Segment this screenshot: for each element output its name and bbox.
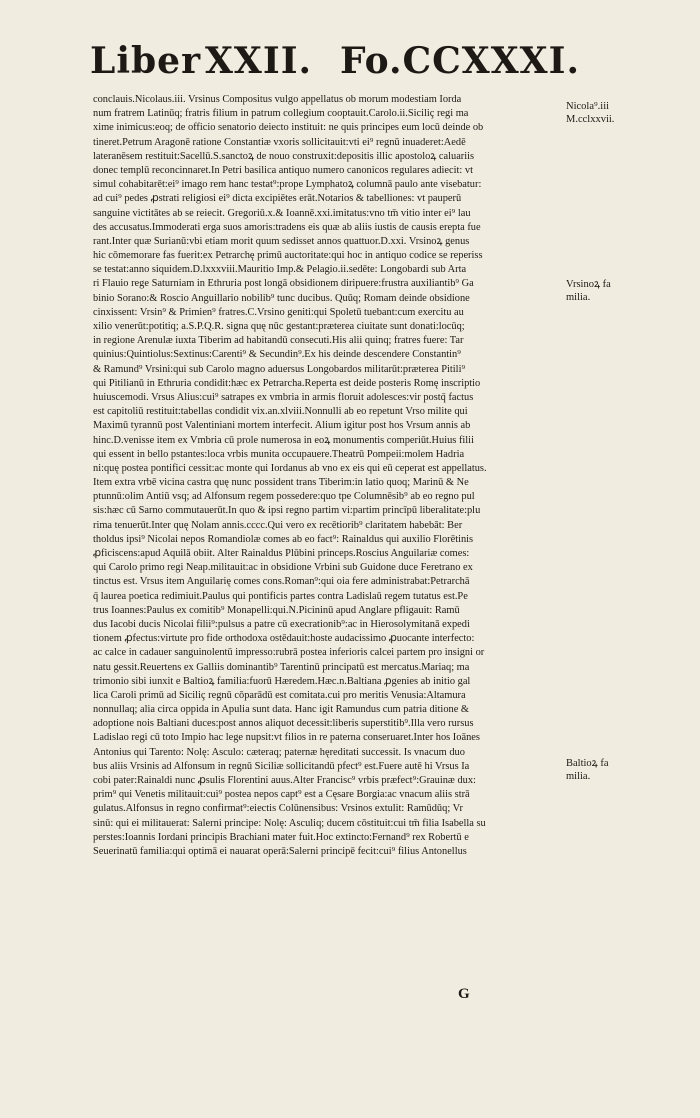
margin-note-baltii	[566, 757, 686, 783]
text-line: Ladislao regi cū toto Impio hac lege nupsit:vt filios in re paterna conseruaret.Inter hos Ioānes	[93, 732, 480, 744]
text-line: sanguine victitātes ab se reiecit. Gregoriū.x.& Ioannē.xxi.imitatus:vno tm̄ vitio inter ei⁹ lau	[93, 207, 471, 219]
text-line: in regione Arenulæ iuxta Tiberim ad habitandū consecuti.His alii quinq; fratres fuere: Tar	[93, 335, 464, 347]
margin-note-line: M.cclxxvii.	[566, 114, 615, 125]
text-line: se testat:anno siquidem.D.lxxxviii.Mauritio Imp.& Pelagio.ii.sedēte: Longobardi sub Arta	[93, 264, 467, 276]
text-line: Seuerinatū familia:qui optimā ei nauarat operā:Salerni principē fecit:cui⁹ filius Antonellus	[93, 845, 467, 857]
text-line: rima tenuerūt.Inter quę Nolam annis.cccc.Qui vero ex recētiorib⁹ claritatem habebāt: Ber	[93, 519, 463, 531]
text-line: tineret.Petrum Aragonē ratione Constantiæ vxoris sollicitauit:vti ei⁹ regnū inuaderet:Aedē	[93, 136, 466, 148]
text-line: qui essent in bello pstantes:loca vrbis munita occupauere.Theatrū Pompeii:molem Hadria	[93, 448, 465, 460]
text-line: cobi pater:Rainaldi nunc ꝓsulis Florentini auus.Alter Francisc⁹ vrbis præfect⁹:Grauinæ dux:	[93, 775, 476, 786]
text-line: num fratrem Latinūq; fratris filium in patrum collegium cooptauit.Carolo.ii.Siciliç regi ma	[93, 108, 469, 120]
text-line: binio Sorano:& Roscio Anguillario nobilib⁹ tunc ducibus. Quūq; Romam deinde obsidione	[93, 292, 470, 304]
signature-mark: G	[458, 986, 470, 1002]
text-line: cinxissent: Vrsin⁹ & Primien⁹ fratres.C.Vrsino geniti:qui Spoletū tuebant:cum exercitu au	[93, 306, 464, 318]
header-liber: Liber	[90, 40, 202, 82]
margin-note-line: milia.	[566, 292, 591, 303]
text-line: Antonius qui Tarento: Nolę: Asculo: cæteraq; paternæ hęreditati successit. Is vnacum duo	[93, 746, 465, 758]
text-line: hinc.D.venisse item ex Vmbria cū prole numerosa in eoꝝ monumentis comperiūt.Huius filii	[93, 434, 474, 446]
margin-note-vrsini	[566, 278, 686, 304]
text-line: prim⁹ qui Venetis militauit:cui⁹ postea nepos capt⁹ est a Cęsare Borgia:ac vnacum aliis strā	[93, 789, 470, 801]
header-folio-number: Fo.CCXXXI.	[340, 40, 580, 82]
text-line: tinctus est. Vrsus item Anguilarię comes cons.Roman⁹:qui oia fere administrabat:Petrarchā	[93, 576, 470, 588]
text-line: des accusatus.Immoderati erga suos amoris:tradens eis quæ ab aliis iustis de causis erepta fue	[93, 221, 481, 233]
header-book-number: XXII.	[205, 40, 313, 82]
text-line: donec templū reconcinnaret.In Petri basilica antiquo numero canonicos regulares adiecit: vt	[93, 164, 473, 176]
text-line: tionem ꝓfectus:virtute pro fide orthodoxa ostēdauit:hoste audacissimo ꝓuocante interfecto:	[93, 633, 475, 645]
text-line: natu gessit.Reuertens ex Galliis dominantib⁹ Tarentinū principatū est mercatus.Mariaq; ma	[93, 661, 470, 673]
running-header	[90, 40, 580, 90]
text-line: ꝓficiscens:apud Aquilā obiit. Alter Rainaldus Plūbini princeps.Roscius Anguilariæ comes:	[93, 548, 470, 559]
text-line: adoptione nois Baltiani duces:post annos aliquot decessit:liberis superstitib⁹.Illa vero rursus	[93, 718, 474, 730]
text-line: rant.Inter quæ Surianū:vbi etiam morit quum sedisset annos quattuor.D.xxi. Vrsinoꝝ genus	[93, 235, 470, 247]
margin-note-line: Vrsinoꝝ fa	[566, 279, 611, 290]
text-line: & Ramund⁹ Vrsini:qui sub Carolo magno aduersus Longobardos militarūt:præterea Pitili⁹	[93, 363, 466, 375]
margin-note-line: Nicola⁹.iii	[566, 101, 610, 112]
text-line: conclauis.Nicolaus.iii. Vrsinus Compositus vulgo appellatus ob morum modestiam Iorda	[93, 94, 462, 105]
text-line: ri Flauio rege Saturniam in Ethruria post longā obsidionem diripuere:frustra auxiliantib⁹ Ga	[93, 278, 474, 290]
text-line: gulatus.Alfonsus in regno confirmat⁹:eiectis Colūnensibus: Vrsinos extulit: Ramūdūq; Vr	[93, 803, 463, 815]
text-line: trus Ioannes:Paulus ex comitib⁹ Monapelli:qui.N.Picininū apud Anglare pfligauit: Ramū	[93, 604, 460, 616]
text-line: lica Caroli primū ad Siciliç regnū cōparādū est comitata.cui pro meritis Venusia:Altamura	[93, 689, 466, 701]
text-line: bus aliis Vrsinis ad Alfonsum in regnū Siciliæ sollicitandū pfect⁹ est.Fuere autē hi Vrsus Ia	[93, 760, 470, 772]
text-line: ac calce in cadauer sanguinolentū impresso:rubrā postea inferioris calcei partem pro insigni or	[93, 647, 485, 659]
text-line: sinū: qui ei militauerat: Salerni principe: Nolę: Asculiq; ducem cōstituit:cui tm̄ filia Isabella su	[93, 817, 486, 829]
text-line: nonnullaq; alia circa oppida in Apulia sunt data. Hanc igit Ramundus cum patria ditione &	[93, 704, 469, 716]
text-line: est capitoliū restituit:tabellas condidit vix.an.xlviii.Nonnulli ab eo repetunt Vrso milite qui	[93, 406, 468, 418]
text-line: ni:quę postea pontifici cessit:ac monte qui Iordanus ab vno ex eis qui eū ceperat est appellatus.	[93, 462, 487, 474]
text-line: simul cohabitarēt:ei⁹ imago rem hanc testat⁹:prope Lymphatoꝝ columnā paulo ante visebatur:	[93, 179, 482, 191]
text-line: sis:hæc cū Sarno commutauerūt.In quo & ipsi regno partim vi:partim princīpū liberalitate:plu	[93, 505, 481, 517]
text-line: q̄ laurea poetica redimiuit.Paulus qui pontificis partes contra Ladislaū regem tutatus est.Pe	[93, 590, 468, 602]
text-line: xilio venerūt:potitiq; a.S.P.Q.R. signa quę nūc gestant:præterea ciuitate sunt donati:locūq;	[93, 321, 465, 332]
text-line: perstes:Ioannis Iordani principis Brachiani mater fuit.Hoc extincto:Fernand⁹ rex Robertū e	[93, 831, 469, 843]
text-line: ptunnū:olim Antiū vsq; ad Alfonsum regem possedere:quo tpe Columnēsib⁹ ab eo regno pul	[93, 491, 475, 503]
margin-note-line: milia.	[566, 771, 591, 782]
text-line: qui Carolo primo regi Neap.militauit:ac in obsidione Vrbini sub Guidone duce Feretrano ex	[93, 562, 473, 574]
text-line: hic cōmemorare fas fuerit:ex Petrarchę primū auctoritate:qui hoc in antiquo codice se reperiss	[93, 250, 483, 262]
text-line: qui Pitilianū in Ethruria condidit:hæc ex Petrarcha.Reperta est deide posteris Romę inscriptio	[93, 377, 481, 389]
text-line: Item extra vrbē vicina castra quę nunc possident trans Tiberim:in latio quoq; Marinū & Ne	[93, 477, 469, 489]
margin-note-line: Baltioꝝ fa	[566, 758, 609, 769]
text-line: ad cui⁹ pedes ꝓstrati religiosi ei⁹ dicta excipiētes erāt.Notarios & tabelliones: vt pauperū	[93, 193, 462, 205]
text-line: xime inimicus:eoq; de officio senatorio deiecto instituit: ne quis principes eum locū deinde ob	[93, 122, 484, 134]
text-line: huiuscemodi. Vrsus Alius:cui⁹ satrapes ex vmbria in armis floruit adolesces:vir postq̄ factus	[93, 391, 474, 403]
text-line: Maximū tyrannū post Valentiniani mortem interfecit. Alium igitur post hos Vrsum annis ab	[93, 420, 471, 432]
margin-note-nicolaus	[566, 100, 686, 126]
text-line: quinius:Quintiolus:Sextinus:Carenti⁹ & Secundin⁹.Ex his deinde descendere Constantin⁹	[93, 349, 461, 361]
text-line: dus Iacobi ducis Nicolai filii⁹:pulsus a patre cū execrationib⁹:ac in Hierosolymitanā expedi	[93, 618, 470, 630]
text-line: tholdus ipsi⁹ Nicolai nepos Romandiolæ comes ab eo fact⁹: Rainaldus qui auxilio Florētinis	[93, 533, 474, 545]
main-text-block	[93, 93, 561, 1013]
text-line: lateranēsem restituit:Sacellū.S.sanctoꝝ de nouo construxit:depositis illic apostoloꝝ caluariis	[93, 150, 475, 162]
text-line: trimonio sibi iunxit e Baltioꝝ familia:fuorū Hæredem.Hæc.n.Baltiana ꝓgenies ab initio gal	[93, 675, 471, 687]
